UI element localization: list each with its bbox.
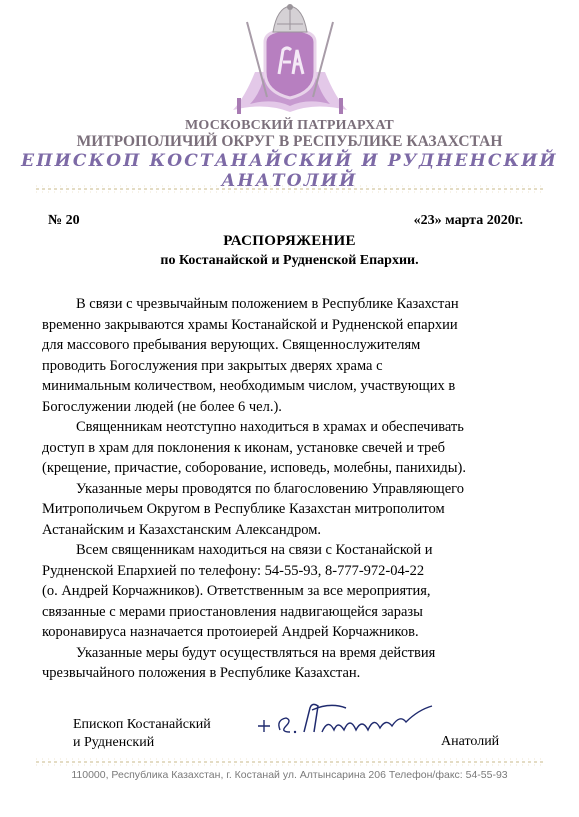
body-line: (крещение, причастие, соборование, исповедь, молебны, панихиды). bbox=[42, 460, 466, 476]
document-date: «23» марта 2020г. bbox=[413, 213, 523, 228]
document-title: РАСПОРЯЖЕНИЕ bbox=[223, 233, 356, 249]
body-line: Астанайским и Казахстанским Александром. bbox=[42, 521, 322, 538]
patriarchate-heading: МОСКОВСКИЙ ПАТРИАРХАТ bbox=[185, 118, 394, 133]
document-body bbox=[42, 294, 562, 684]
body-line: проводить Богослужения при закрытых дверях храма с bbox=[42, 357, 383, 374]
handwritten-signature-icon bbox=[250, 696, 440, 740]
signatory-name: Анатолий bbox=[441, 734, 500, 749]
footer-address: 110000, Республика Казахстан, г. Костанай ул. Алтынсарина 206 Телефон/факс: 54-55-93 bbox=[71, 769, 508, 781]
body-line: коронавируса назначается протоиерей Андрей Корчажников. bbox=[42, 624, 419, 640]
metropolitan-district-heading: МИТРОПОЛИЧИЙ ОКРУГ В РЕСПУБЛИКЕ КАЗАХСТАН bbox=[76, 133, 503, 150]
body-line: Богослужении людей (не более 6 чел.). bbox=[42, 398, 282, 415]
bishop-title-heading: ЕПИСКОП КОСТАНАЙСКИЙ И РУДНЕНСКИЙ АНАТОЛИЙ bbox=[21, 151, 558, 191]
body-line: связанные с мерами приостановления надвигающейся заразы bbox=[42, 603, 423, 620]
document-subtitle: по Костанайской и Рудненской Епархии. bbox=[160, 253, 419, 268]
body-line: Рудненской Епархией по телефону: 54-55-93, 8-777-972-04-22 bbox=[42, 562, 425, 579]
episcopal-crest-icon bbox=[225, 2, 355, 120]
ornament-divider-top bbox=[36, 184, 544, 194]
body-line: Указанные меры будут осуществляться на время действия bbox=[76, 644, 436, 661]
signatory-position-line2: и Рудненский bbox=[73, 735, 155, 750]
body-line: Указанные меры проводятся по благословению Управляющего bbox=[76, 480, 464, 497]
body-line: доступ в храм для поклонения к иконам, установке свечей и треб bbox=[42, 439, 446, 456]
body-line: чрезвычайного положения в Республике Казахстан. bbox=[42, 665, 361, 681]
body-line: Митрополичьем Округом в Республике Казахстан митрополитом bbox=[42, 501, 445, 517]
signatory-position-line1: Епископ Костанайский bbox=[73, 717, 211, 732]
body-line: В связи с чрезвычайным положением в Республике Казахстан bbox=[76, 296, 459, 312]
body-line: Священникам неотступно находиться в храмах и обеспечивать bbox=[76, 419, 464, 435]
body-line: для массового пребывания верующих. Священнослужителям bbox=[42, 337, 421, 353]
body-line: минимальным количеством, необходимым числом, участвующих в bbox=[42, 378, 456, 394]
body-line: Всем священникам находиться на связи с Костанайской и bbox=[76, 542, 433, 558]
document-number: № 20 bbox=[48, 213, 80, 228]
ornament-divider-bottom bbox=[36, 757, 544, 767]
body-line: временно закрываются храмы Костанайской и Рудненской епархии bbox=[42, 316, 458, 333]
body-line: (о. Андрей Корчажников). Ответственным за все мероприятия, bbox=[42, 583, 431, 599]
signatory-position bbox=[73, 716, 211, 752]
